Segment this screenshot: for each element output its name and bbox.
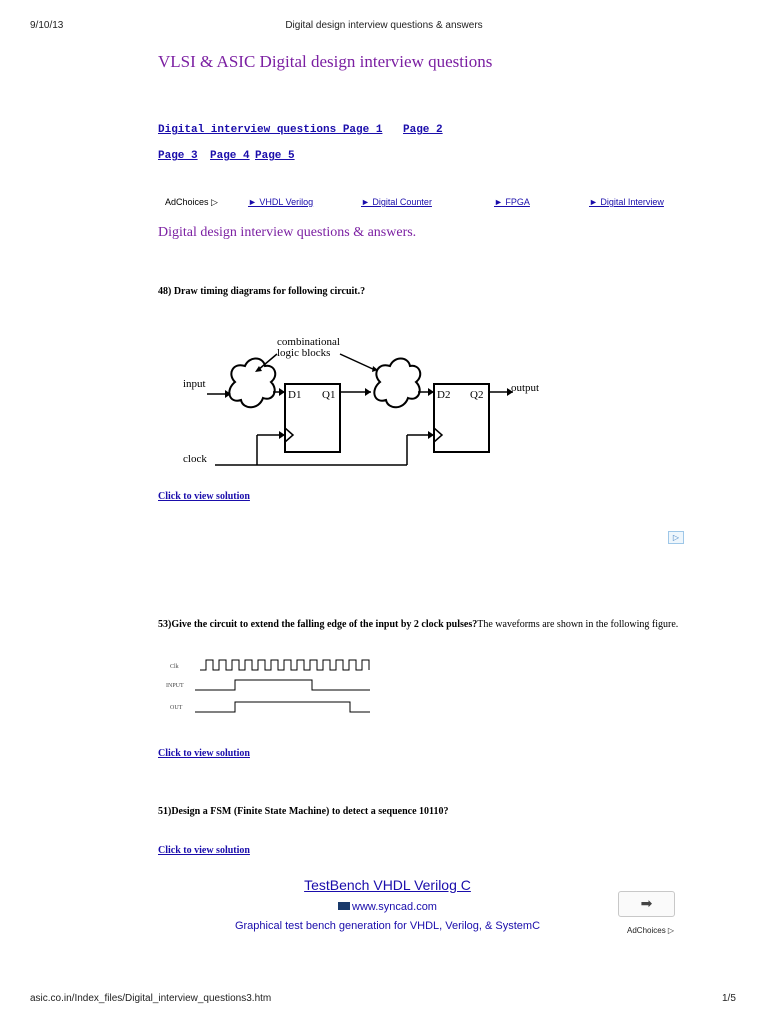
ad-site-icon <box>338 902 350 910</box>
footer-url: asic.co.in/Index_files/Digital_interview_questions3.htm <box>30 993 272 1004</box>
input-label: input <box>183 378 206 390</box>
out-wave <box>195 702 370 712</box>
cloud-label-line1: combinational <box>277 336 340 348</box>
q53-solution-link[interactable]: Click to view solution <box>158 748 250 759</box>
adchoices-badge-icon[interactable]: ▷ <box>668 531 684 544</box>
footer-page-number: 1/5 <box>722 993 736 1004</box>
ad-url[interactable]: www.syncad.com <box>352 901 437 913</box>
sponsored-ad[interactable] <box>200 877 575 932</box>
clock-label: clock <box>183 453 207 465</box>
q1-label: Q1 <box>322 389 336 401</box>
question-53-rest: The waveforms are shown in the following figure. <box>477 619 679 630</box>
ad-arrow-button[interactable] <box>618 891 675 917</box>
wave-label-out: OUT <box>170 705 183 711</box>
circuit-diagram <box>175 332 555 477</box>
adchoices-text: AdChoices <box>165 197 209 207</box>
ad-description: Graphical test bench generation for VHDL, Verilog, & SystemC <box>234 920 541 932</box>
logic-cloud-1 <box>229 359 275 408</box>
question-53 <box>158 619 678 630</box>
page-title: VLSI & ASIC Digital design interview questions <box>158 52 493 71</box>
d2-label: D2 <box>437 389 451 401</box>
question-48: 48) Draw timing diagrams for following circuit.? <box>158 286 366 297</box>
page-1-link[interactable]: Digital interview questions Page 1 <box>158 124 383 136</box>
ad-title[interactable]: TestBench VHDL Verilog C <box>304 877 471 893</box>
page-4-link[interactable]: Page 4 <box>210 150 250 162</box>
ad-url-row[interactable] <box>200 897 575 915</box>
wave-label-clk: Clk <box>170 664 179 670</box>
adchoices-icon: ▷ <box>211 197 218 207</box>
arrow-right-icon: ➡ <box>640 896 653 912</box>
ad-adchoices-text: AdChoices <box>627 926 666 935</box>
question-51: 51)Design a FSM (Finite State Machine) to detect a sequence 10110? <box>158 806 449 817</box>
waveform-diagram <box>160 652 375 717</box>
clk-wave <box>200 660 369 670</box>
ad-adchoices[interactable] <box>627 926 674 935</box>
q48-solution-link[interactable]: Click to view solution <box>158 491 250 502</box>
question-53-bold: 53)Give the circuit to extend the falling edge of the input by 2 clock pulses? <box>158 619 478 630</box>
ad-link-digital-counter[interactable]: ► Digital Counter <box>361 197 432 207</box>
output-label: output <box>511 382 540 394</box>
q51-solution-link[interactable]: Click to view solution <box>158 845 250 856</box>
page-5-link[interactable]: Page 5 <box>255 150 295 162</box>
section-subtitle: Digital design interview questions & answers. <box>158 225 417 240</box>
print-title: Digital design interview questions & answers <box>285 20 483 31</box>
page-3-link[interactable]: Page 3 <box>158 150 198 162</box>
q2-label: Q2 <box>470 389 484 401</box>
page-2-link[interactable]: Page 2 <box>403 124 443 136</box>
ad-link-digital-interview[interactable]: ► Digital Interview <box>589 197 664 207</box>
input-wave <box>195 680 370 690</box>
print-date: 9/10/13 <box>30 20 64 31</box>
ad-link-fpga[interactable]: ► FPGA <box>494 197 530 207</box>
d1-label: D1 <box>288 389 302 401</box>
ad-link-vhdl-verilog[interactable]: ► VHDL Verilog <box>248 197 314 207</box>
wave-label-input: INPUT <box>166 683 184 689</box>
cloud-label-line2: logic blocks <box>277 347 331 359</box>
adchoices-triangle-icon: ▷ <box>667 926 675 935</box>
logic-cloud-2 <box>374 359 420 408</box>
adchoices-label[interactable] <box>165 197 218 208</box>
